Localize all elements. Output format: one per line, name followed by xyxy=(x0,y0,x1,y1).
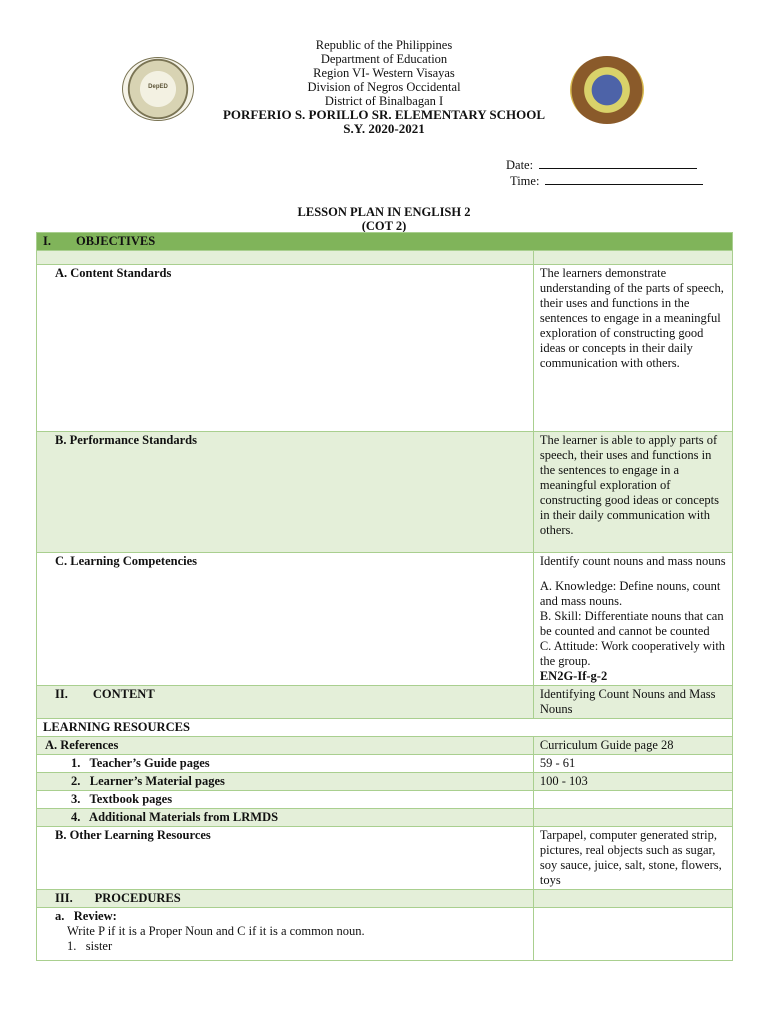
content-heading: II. CONTENT xyxy=(55,687,155,701)
header-line: Republic of the Philippines xyxy=(315,38,453,52)
header-line: Division of Negros Occidental xyxy=(307,80,461,94)
other-resources-row xyxy=(37,827,733,890)
additional-materials-row xyxy=(37,809,733,827)
time-label: Time: xyxy=(510,174,540,188)
review-item: 1. sister xyxy=(67,939,113,953)
competency-attitude: C. Attitude: Work cooperatively with the group. xyxy=(539,639,726,668)
review-instruction: Write P if it is a Proper Noun and C if it is a common noun. xyxy=(67,924,365,938)
references-row xyxy=(37,737,733,755)
teachers-guide-row xyxy=(37,755,733,773)
date-label: Date: xyxy=(506,158,534,172)
empty-row xyxy=(37,251,733,265)
textbook-row xyxy=(37,791,733,809)
references-text: Curriculum Guide page 28 xyxy=(533,737,732,755)
content-standards-label: A. Content Standards xyxy=(55,266,172,280)
teachers-guide-pages: 59 - 61 xyxy=(533,755,732,773)
objectives-header-row xyxy=(37,233,733,251)
performance-standards-row xyxy=(37,432,733,553)
procedures-heading: III. PROCEDURES xyxy=(55,891,181,905)
logo-text: DepED xyxy=(148,84,168,90)
learners-material-pages: 100 - 103 xyxy=(533,773,732,791)
review-row xyxy=(37,908,733,961)
header-line: District of Binalbagan I xyxy=(324,94,444,108)
learning-resources-row xyxy=(37,719,733,737)
performance-standards-text: The learner is able to apply parts of speech, their uses and functions in the sentences to engage in a meaningful exploration of constructing good ideas or concepts in their daily communication with others. xyxy=(533,432,732,553)
review-label: a. Review: xyxy=(55,909,117,923)
content-standards-row xyxy=(37,265,733,432)
learners-material-row xyxy=(37,773,733,791)
learning-competencies-row xyxy=(37,553,733,686)
teachers-guide-label: 1. Teacher’s Guide pages xyxy=(71,756,210,770)
other-resources-text: Tarpapel, computer generated strip, pictures, real objects such as sugar, soy sauce, juice, salt, stone, flowers, toys xyxy=(533,827,732,890)
objectives-heading: I. OBJECTIVES xyxy=(37,233,733,251)
date-field xyxy=(506,157,697,173)
references-label: A. References xyxy=(45,738,119,752)
content-standards-text: The learners demonstrate understanding of the parts of speech, their uses and functions in the sentences to engage in a meaningful exploration of constructing good ideas or concepts in their daily communication with others. xyxy=(533,265,732,432)
competency-code: EN2G-If-g-2 xyxy=(539,669,608,683)
procedures-row xyxy=(37,890,733,908)
competency-skill: B. Skill: Differentiate nouns that can be counted and cannot be counted xyxy=(539,609,724,638)
date-blank xyxy=(539,157,697,169)
header-line: Region VI- Western Visayas xyxy=(313,66,455,80)
additional-materials-text xyxy=(533,809,732,827)
textbook-label: 3. Textbook pages xyxy=(71,792,173,806)
textbook-pages xyxy=(533,791,732,809)
title-line: LESSON PLAN IN ENGLISH 2 xyxy=(297,205,471,219)
competency-knowledge: A. Knowledge: Define nouns, count and mass nouns. xyxy=(539,579,721,608)
performance-standards-label: B. Performance Standards xyxy=(55,433,197,447)
additional-materials-label: 4. Additional Materials from LRMDS xyxy=(71,810,279,824)
header-line: Department of Education xyxy=(320,52,448,66)
lesson-plan-title xyxy=(0,205,768,233)
other-resources-label: B. Other Learning Resources xyxy=(55,828,211,842)
content-row xyxy=(37,686,733,719)
school-year: S.Y. 2020-2021 xyxy=(343,121,425,136)
time-field xyxy=(510,173,703,189)
title-subline: (COT 2) xyxy=(361,219,407,233)
school-name: PORFERIO S. PORILLO SR. ELEMENTARY SCHOOL xyxy=(222,107,546,122)
learners-material-label: 2. Learner’s Material pages xyxy=(71,774,225,788)
lesson-plan-table xyxy=(36,232,733,961)
competency-intro: Identify count nouns and mass nouns xyxy=(539,554,726,568)
learning-competencies-label: C. Learning Competencies xyxy=(55,554,197,568)
learning-resources-heading: LEARNING RESOURCES xyxy=(37,719,733,737)
document-header xyxy=(0,38,768,136)
time-blank xyxy=(545,173,703,185)
content-text: Identifying Count Nouns and Mass Nouns xyxy=(533,686,732,719)
